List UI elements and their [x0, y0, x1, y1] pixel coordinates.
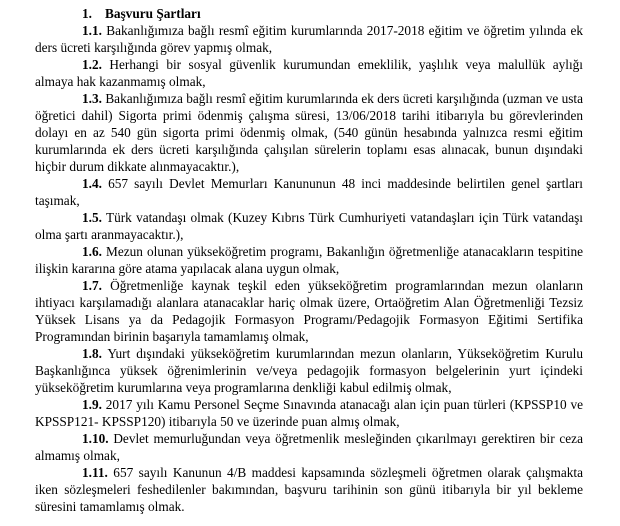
section-title: Başvuru Şartları [104, 6, 201, 21]
requirement-item-1-10 [35, 430, 583, 464]
requirement-item-1-11 [35, 464, 583, 515]
item-text: Bakanlığımıza bağlı resmî eğitim kurumlarında ek ders ücreti karşılığında (uzman ve usta öğretici dahil) Sigorta primi ödenmiş çalışma süresi, 13/06/2018 tarihi itibarıyla bu görevlerinden dolayı en az 540 gün sigorta primi ödenmiş olmak, (540 günün hesabında yalnızca resmi eğitim kurumlarında ek ders ücreti karşılığında çalışılan sürelerin toplamı esas alınacak, bunun dışındaki hiçbir durum dikkate alınmayacaktır.), [35, 91, 584, 174]
item-number: 1.4. [82, 176, 102, 191]
item-text: Herhangi bir sosyal güvenlik kurumundan emeklilik, yaşlılık veya malullük aylığı almaya hak kazanmamış olmak, [35, 57, 584, 89]
item-number: 1.8. [82, 346, 102, 361]
item-text: 2017 yılı Kamu Personel Seçme Sınavında atanacağı alan için puan türleri (KPSSP10 ve KPSSP121- KPSSP120) itibarıyla 50 ve üzerinde puan almış olmak, [35, 397, 583, 429]
requirement-item-1-9 [35, 396, 583, 430]
item-text: Öğretmenliğe kaynak teşkil eden yükseköğretim programlarından mezun olanların ihtiyacı karşılamadığı alanlara atanacaklar hariç olmak üzere, Ortaöğretim Alan Öğretmenliği Tezsiz Yüksek Lisans ya da Pedagojik Formasyon Programı/Pedagojik Formasyon Eğitimi Sertifika Programından birinin başarıyla tamamlamış olmak, [35, 278, 584, 344]
requirement-item-1-6 [35, 243, 583, 277]
item-number: 1.1. [82, 23, 102, 38]
item-text: Bakanlığımıza bağlı resmî eğitim kurumlarında 2017-2018 eğitim ve öğretim yılında ek ders ücreti karşılığında görev yapmış olmak, [35, 23, 583, 55]
requirement-item-1-2 [35, 56, 583, 90]
item-text: 657 sayılı Kanunun 4/B maddesi kapsamında sözleşmeli öğretmen olarak çalışmakta iken sözleşmeleri feshedilenler bakımından, başvuru tarihinin son günü itibarıyla bir yıl bekleme süresini tamamlamış olmak. [35, 465, 584, 514]
item-text: Türk vatandaşı olmak (Kuzey Kıbrıs Türk Cumhuriyeti vatandaşları için Türk vatandaşı olma şartı aranmayacaktır.), [35, 210, 583, 242]
item-text: Yurt dışındaki yükseköğretim kurumlarından mezun olanların, Yükseköğretim Kurulu Başkanlığınca yüksek öğrenimlerinin ve/veya pedagojik formasyon belgelerinin yurt içindeki yükseköğretim kurumlarına veya programlarına denkliği kabul edilmiş olmak, [35, 346, 583, 395]
requirement-item-1-1 [35, 22, 583, 56]
item-number: 1.5. [82, 210, 102, 225]
item-text: 657 sayılı Devlet Memurları Kanununun 48 inci maddesinde belirtilen genel şartları taşımak, [35, 176, 583, 208]
item-number: 1.10. [82, 431, 109, 446]
requirement-item-1-5 [35, 209, 583, 243]
item-number: 1.2. [82, 57, 102, 72]
section-number: 1. [82, 6, 92, 21]
item-number: 1.7. [82, 278, 102, 293]
item-number: 1.9. [82, 397, 102, 412]
requirement-item-1-4 [35, 175, 583, 209]
item-number: 1.11. [82, 465, 108, 480]
item-number: 1.3. [82, 91, 102, 106]
section-heading [35, 5, 583, 22]
requirement-item-1-8 [35, 345, 583, 396]
item-number: 1.6. [82, 244, 102, 259]
item-text: Mezun olunan yükseköğretim programı, Bakanlığın öğretmenliğe atanacakların tespitine ilişkin kararına göre atama yapılacak alana uygun olmak, [35, 244, 583, 276]
requirement-item-1-3 [35, 90, 583, 175]
item-text: Devlet memurluğundan veya öğretmenlik mesleğinden çıkarılmayı gerektiren bir ceza almamış olmak, [35, 431, 583, 463]
requirement-item-1-7 [35, 277, 583, 345]
